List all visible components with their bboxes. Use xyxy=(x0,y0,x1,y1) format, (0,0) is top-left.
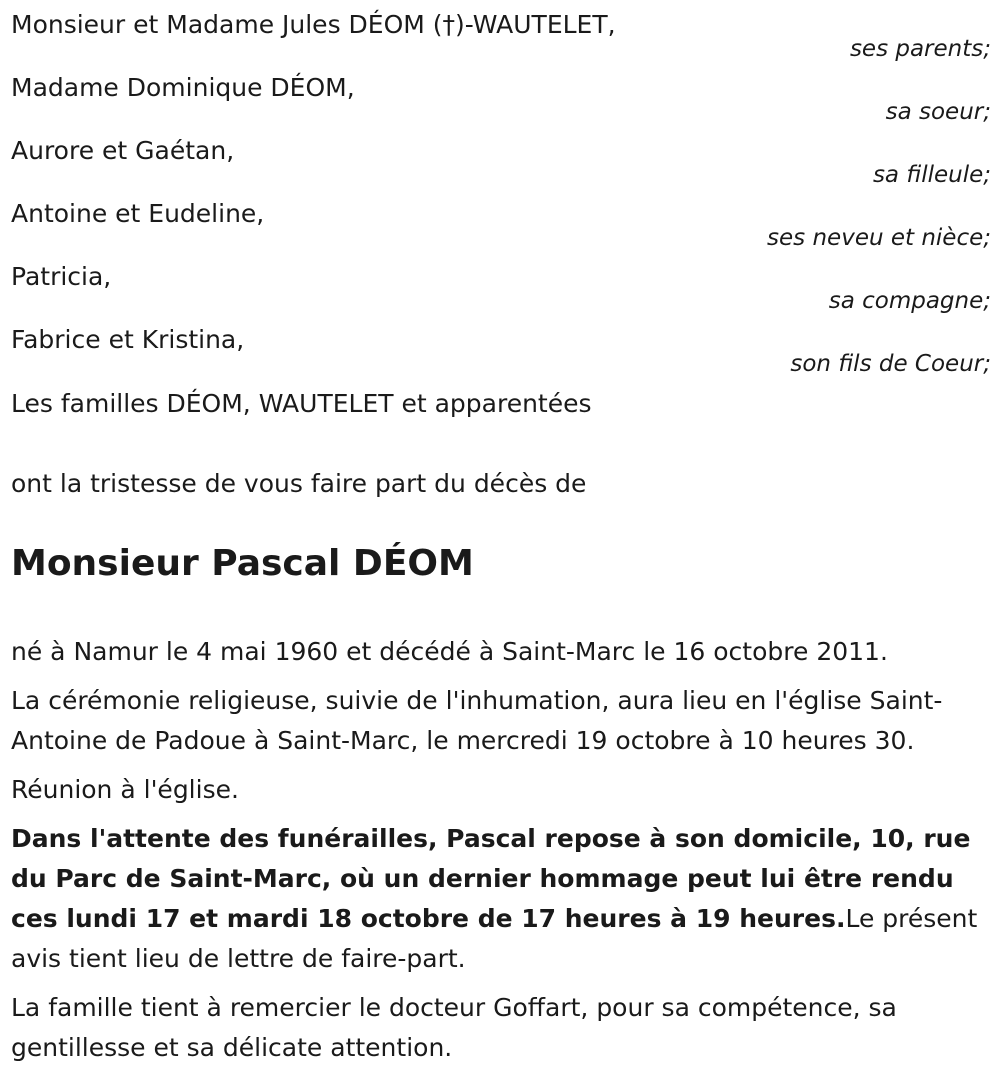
thanks-paragraph: La famille tient à remercier le docteur Goffart, pour sa compétence, sa gentillesse et sa délicate attention. xyxy=(11,993,897,1062)
family-relation: son fils de Coeur; xyxy=(790,351,991,377)
family-name: Fabrice et Kristina, xyxy=(11,325,245,354)
ceremony-paragraph: La cérémonie religieuse, suivie de l'inhumation, aura lieu en l'église Saint-Antoine de Padoue à Saint-Marc, le mercredi 19 octobre à 10 heures 30. xyxy=(11,686,943,755)
deceased-name: Monsieur Pascal DÉOM xyxy=(11,543,474,584)
family-relation: sa filleule; xyxy=(872,162,991,188)
birth-death-paragraph: né à Namur le 4 mai 1960 et décédé à Saint-Marc le 16 octobre 2011. xyxy=(11,637,888,666)
family-relation: ses neveu et nièce; xyxy=(767,225,991,251)
family-name: Antoine et Eudeline, xyxy=(11,199,265,228)
family-entry-heart-son xyxy=(11,315,991,378)
family-relation: ses parents; xyxy=(849,36,991,62)
repose-paragraph xyxy=(11,819,991,979)
family-entry-nephew-niece xyxy=(11,189,991,252)
reunion-paragraph: Réunion à l'église. xyxy=(11,775,239,804)
repose-bold-text: Dans l'attente des funérailles, Pascal repose à son domicile, 10, rue du Parc de Saint-Marc, où un dernier hommage peut lui être rendu ces lundi 17 et mardi 18 octobre de 17 heures à 19 heures. xyxy=(11,824,971,933)
family-name: Patricia, xyxy=(11,262,112,291)
family-entry-parents xyxy=(11,0,991,63)
families-line: Les familles DÉOM, WAUTELET et apparentées xyxy=(11,389,592,418)
family-name: Madame Dominique DÉOM, xyxy=(11,73,355,102)
notice-body xyxy=(11,632,991,1077)
family-relation: sa compagne; xyxy=(828,288,991,314)
announcement-intro: ont la tristesse de vous faire part du décès de xyxy=(11,469,587,498)
obituary-notice xyxy=(11,0,991,1062)
family-entry-goddaughter xyxy=(11,126,991,189)
family-relation: sa soeur; xyxy=(885,99,991,125)
repose-normal-text: Le présent avis tient lieu de lettre de faire-part. xyxy=(11,904,978,973)
family-entry-sister xyxy=(11,63,991,126)
family-name: Aurore et Gaétan, xyxy=(11,136,235,165)
family-name: Monsieur et Madame Jules DÉOM (†)-WAUTELET, xyxy=(11,10,616,39)
family-entry-partner xyxy=(11,252,991,315)
